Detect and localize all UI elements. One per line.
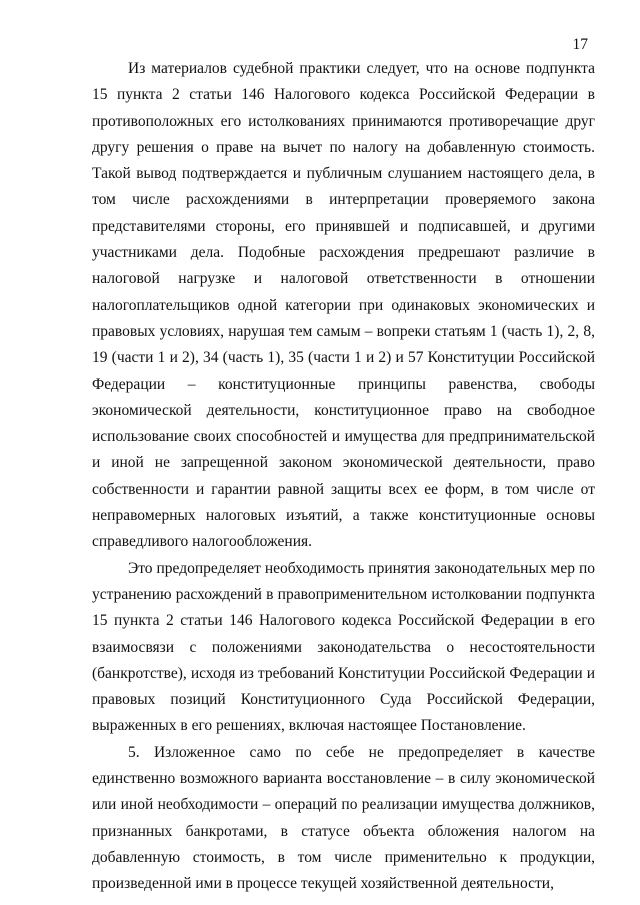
document-body xyxy=(92,56,595,898)
paragraph-judicial-practice: Из материалов судебной практики следует, что на основе подпункта 15 пункта 2 статьи 146 Налогового кодекса Российской Федерации в противоположных его истолкованиях принимаются противоречащие друг другу решения о праве на вычет по налогу на добавленную стоимость. Такой вывод подтверждается и публичным слушанием настоящего дела, в том числе расхождениями в интерпретации проверяемого закона представителями стороны, его принявшей и подписавшей, и другими участниками дела. Подобные расхождения предрешают различие в налоговой нагрузке и налоговой ответственности в отношении налогоплательщиков одной категории при одинаковых экономических и правовых условиях, нарушая тем самым – вопреки статьям 1 (часть 1), 2, 8, 19 (части 1 и 2), 34 (часть 1), 35 (части 1 и 2) и 57 Конституции Российской Федерации – конституционные принципы равенства, свободы экономической деятельности, конституционное право на свободное использование своих способностей и имущества для предпринимательской и иной не запрещенной законом экономической деятельности, право собственности и гарантии равной защиты всех ее форм, в том числе от неправомерных налоговых изъятий, а также конституционные основы справедливого налогообложения. xyxy=(92,60,595,551)
paragraph-legislative-measures: Это предопределяет необходимость принятия законодательных мер по устранению расхождений в правоприменительном истолковании подпункта 15 пункта 2 статьи 146 Налогового кодекса Российской Федерации в его взаимосвязи с положениями законодательства о несостоятельности (банкротстве), исходя из требований Конституции Российской Федерации и правовых позиций Конституционного Суда Российской Федерации, выраженных в его решениях, включая настоящее Постановление. xyxy=(92,559,595,735)
paragraph-section-5: 5. Изложенное само по себе не предопределяет в качестве единственно возможного варианта восстановление – в силу экономической или иной необходимости – операций по реализации имущества должников, признанных банкротами, в статусе объекта обложения налогом на добавленную стоимость, в том числе применительно к продукции, произведенной ими в процессе текущей хозяйственной деятельности, xyxy=(92,743,595,893)
page-number: 17 xyxy=(572,36,588,53)
